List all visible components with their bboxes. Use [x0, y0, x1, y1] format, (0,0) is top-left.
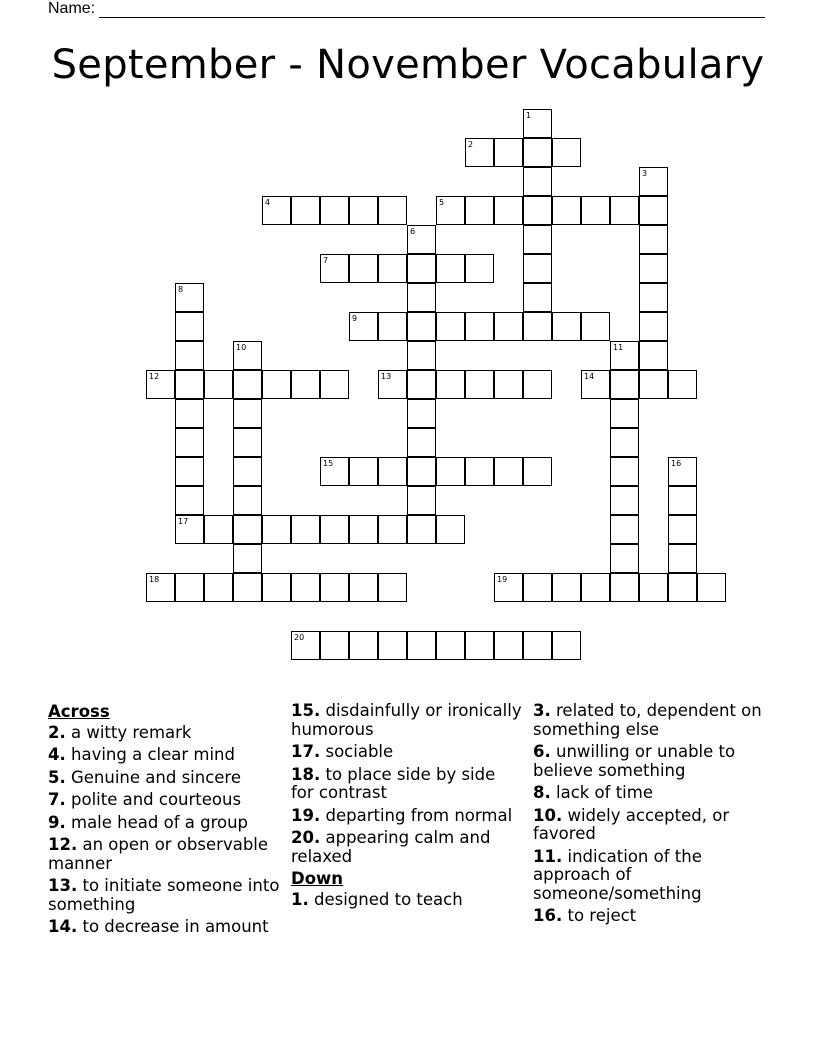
crossword-cell[interactable]	[233, 370, 262, 399]
crossword-cell[interactable]	[581, 573, 610, 602]
crossword-cell[interactable]	[523, 370, 552, 399]
clue-number-label: 7	[323, 256, 329, 265]
clue-list	[533, 702, 773, 926]
clue-number-label: 19	[497, 575, 508, 584]
clue-number-label: 18	[149, 575, 160, 584]
crossword-cell[interactable]	[407, 225, 436, 254]
crossword-cell[interactable]	[407, 312, 436, 341]
crossword-cell[interactable]	[465, 370, 494, 399]
name-label: Name:	[48, 0, 96, 17]
crossword-cell[interactable]	[523, 631, 552, 660]
crossword-cell[interactable]	[465, 631, 494, 660]
crossword-cell[interactable]	[697, 573, 726, 602]
clue-text: a witty remark	[65, 722, 192, 742]
crossword-cell[interactable]	[320, 573, 349, 602]
clue-number: 17.	[291, 742, 321, 761]
crossword-cell[interactable]	[291, 196, 320, 225]
crossword-cell[interactable]	[349, 254, 378, 283]
crossword-cell[interactable]	[668, 370, 697, 399]
clue-text: Genuine and sincere	[65, 767, 242, 787]
crossword-cell[interactable]	[610, 573, 639, 602]
clue-number-label: 6	[410, 227, 416, 236]
crossword-cell[interactable]	[233, 573, 262, 602]
crossword-cell[interactable]	[407, 254, 436, 283]
crossword-cell[interactable]	[581, 312, 610, 341]
crossword-cell[interactable]	[146, 370, 175, 399]
crossword-cell[interactable]	[552, 196, 581, 225]
crossword-cell[interactable]	[378, 457, 407, 486]
crossword-cell[interactable]	[175, 457, 204, 486]
crossword-cell[interactable]	[291, 631, 320, 660]
crossword-cell[interactable]	[523, 167, 552, 196]
crossword-cell[interactable]	[436, 312, 465, 341]
crossword-cell[interactable]	[639, 312, 668, 341]
crossword-cell[interactable]	[552, 312, 581, 341]
clue-item	[291, 743, 523, 762]
crossword-cell[interactable]	[233, 486, 262, 515]
crossword-cell[interactable]	[407, 370, 436, 399]
clue-number: 1.	[291, 889, 309, 909]
clue-text: designed to teach	[308, 889, 463, 909]
crossword-cell[interactable]	[233, 341, 262, 370]
crossword-cell[interactable]	[320, 631, 349, 660]
clue-number: 4.	[48, 745, 66, 764]
crossword-cell[interactable]	[610, 370, 639, 399]
clue-item	[533, 743, 773, 780]
clue-number-label: 2	[468, 140, 474, 149]
across-heading: Across	[48, 702, 110, 721]
clue-number: 9.	[48, 812, 66, 832]
crossword-cell[interactable]	[610, 544, 639, 573]
clue-text: related to, dependent on something else	[533, 701, 762, 739]
crossword-cell[interactable]	[291, 573, 320, 602]
clue-number-label: 14	[584, 372, 595, 381]
crossword-cell[interactable]	[494, 457, 523, 486]
clue-number: 6.	[533, 742, 551, 761]
crossword-cell[interactable]	[523, 312, 552, 341]
clue-text: male head of a group	[65, 812, 249, 832]
clue-number-label: 15	[323, 459, 334, 468]
clue-number-label: 5	[439, 198, 445, 207]
crossword-cell[interactable]	[233, 457, 262, 486]
clue-number: 19.	[291, 805, 321, 825]
crossword-cell[interactable]	[639, 283, 668, 312]
clue-column-1	[48, 702, 280, 941]
crossword-cell[interactable]	[494, 573, 523, 602]
clue-text: departing from normal	[320, 805, 513, 825]
crossword-cell[interactable]	[552, 573, 581, 602]
crossword-cell[interactable]	[465, 312, 494, 341]
crossword-cell[interactable]	[668, 515, 697, 544]
crossword-cell[interactable]	[378, 196, 407, 225]
crossword-cell[interactable]	[436, 370, 465, 399]
clue-list	[291, 702, 523, 866]
crossword-cell[interactable]	[523, 254, 552, 283]
crossword-cell[interactable]	[610, 515, 639, 544]
clue-text: unwilling or unable to believe something	[533, 742, 736, 780]
clue-text: an open or observable manner	[48, 835, 269, 873]
clue-item	[291, 807, 523, 826]
crossword-cell[interactable]	[175, 515, 204, 544]
crossword-cell[interactable]	[233, 515, 262, 544]
crossword-cell[interactable]	[233, 399, 262, 428]
crossword-cell[interactable]	[436, 457, 465, 486]
crossword-cell[interactable]	[552, 138, 581, 167]
crossword-cell[interactable]	[407, 399, 436, 428]
crossword-cell[interactable]	[639, 573, 668, 602]
crossword-cell[interactable]	[523, 457, 552, 486]
crossword-cell[interactable]	[349, 573, 378, 602]
clue-item	[48, 769, 280, 788]
crossword-cell[interactable]	[146, 573, 175, 602]
clue-number-label: 8	[178, 285, 184, 294]
crossword-cell[interactable]	[494, 138, 523, 167]
crossword-cell[interactable]	[436, 515, 465, 544]
clue-item	[291, 702, 523, 739]
crossword-cell[interactable]	[639, 254, 668, 283]
crossword-cell[interactable]	[262, 370, 291, 399]
clue-number: 12.	[48, 835, 78, 854]
crossword-cell[interactable]	[407, 515, 436, 544]
clue-text: lack of time	[550, 783, 653, 802]
clue-text: disdainfully or ironically humorous	[291, 701, 522, 739]
clue-column-2	[291, 702, 523, 913]
crossword-cell[interactable]	[494, 196, 523, 225]
clue-number: 2.	[48, 722, 66, 742]
clue-number-label: 1	[526, 111, 532, 120]
crossword-cell[interactable]	[233, 544, 262, 573]
crossword-cell[interactable]	[465, 138, 494, 167]
clue-item	[533, 907, 773, 926]
clue-number-label: 3	[642, 169, 648, 178]
crossword-cell[interactable]	[639, 196, 668, 225]
crossword-cell[interactable]	[668, 486, 697, 515]
crossword-cell[interactable]	[320, 254, 349, 283]
clue-list	[48, 724, 280, 937]
crossword-cell[interactable]	[523, 225, 552, 254]
crossword-cell[interactable]	[175, 370, 204, 399]
crossword-cell[interactable]	[175, 283, 204, 312]
clue-number-label: 9	[352, 314, 358, 323]
crossword-cell[interactable]	[233, 428, 262, 457]
crossword-cell[interactable]	[436, 254, 465, 283]
clue-number: 18.	[291, 764, 321, 784]
clue-item	[291, 766, 523, 803]
crossword-cell[interactable]	[175, 341, 204, 370]
crossword-cell[interactable]	[610, 341, 639, 370]
clue-number: 10.	[533, 805, 563, 825]
crossword-cell[interactable]	[320, 515, 349, 544]
crossword-cell[interactable]	[581, 196, 610, 225]
crossword-cell[interactable]	[523, 109, 552, 138]
clue-number: 3.	[533, 701, 551, 720]
clue-number: 13.	[48, 876, 78, 895]
crossword-cell[interactable]	[204, 515, 233, 544]
clue-text: appearing calm and relaxed	[291, 828, 491, 866]
crossword-cell[interactable]	[552, 631, 581, 660]
crossword-cell[interactable]	[378, 631, 407, 660]
clue-item	[291, 891, 523, 910]
clue-number: 20.	[291, 828, 321, 847]
crossword-cell[interactable]	[204, 573, 233, 602]
clue-item	[48, 836, 280, 873]
clue-text: to initiate someone into something	[48, 876, 280, 914]
clue-item	[533, 702, 773, 739]
clue-number-label: 4	[265, 198, 271, 207]
clue-text: sociable	[320, 742, 394, 761]
clue-text: having a clear mind	[65, 745, 235, 764]
crossword-cell[interactable]	[407, 428, 436, 457]
crossword-cell[interactable]	[581, 370, 610, 399]
clue-number-label: 12	[149, 372, 160, 381]
crossword-cell[interactable]	[378, 515, 407, 544]
clue-number-label: 17	[178, 517, 189, 526]
crossword-cell[interactable]	[349, 196, 378, 225]
clue-number-label: 10	[236, 343, 247, 352]
clue-number: 16.	[533, 906, 563, 925]
crossword-cell[interactable]	[378, 573, 407, 602]
clue-list	[291, 891, 523, 910]
crossword-cell[interactable]	[349, 631, 378, 660]
crossword-cell[interactable]	[610, 457, 639, 486]
crossword-cell[interactable]	[494, 370, 523, 399]
clue-number: 5.	[48, 767, 66, 787]
clue-item	[48, 791, 280, 810]
clue-text: polite and courteous	[65, 790, 242, 809]
crossword-cell[interactable]	[407, 283, 436, 312]
clue-number-label: 11	[613, 343, 624, 352]
crossword-cell[interactable]	[262, 515, 291, 544]
crossword-cell[interactable]	[610, 196, 639, 225]
clue-column-3	[533, 702, 773, 930]
clue-number: 8.	[533, 783, 551, 802]
crossword-cell[interactable]	[639, 167, 668, 196]
crossword-cell[interactable]	[639, 225, 668, 254]
clue-number: 15.	[291, 701, 321, 720]
clue-item	[533, 807, 773, 844]
crossword-cell[interactable]	[378, 370, 407, 399]
clue-text: to place side by side for contrast	[291, 764, 496, 802]
clue-text: indication of the approach of someone/something	[533, 846, 702, 903]
crossword-cell[interactable]	[320, 196, 349, 225]
crossword-cell[interactable]	[291, 515, 320, 544]
clue-text: to reject	[562, 906, 637, 925]
crossword-cell[interactable]	[349, 515, 378, 544]
crossword-cell[interactable]	[204, 370, 233, 399]
crossword-cell[interactable]	[436, 196, 465, 225]
crossword-cell[interactable]	[262, 196, 291, 225]
crossword-cell[interactable]	[668, 544, 697, 573]
crossword-cell[interactable]	[465, 457, 494, 486]
crossword-cell[interactable]	[523, 283, 552, 312]
crossword-cell[interactable]	[262, 573, 291, 602]
clue-item	[48, 814, 280, 833]
crossword-cell[interactable]	[407, 631, 436, 660]
clue-number-label: 20	[294, 633, 305, 642]
crossword-cell[interactable]	[668, 573, 697, 602]
clue-item	[48, 918, 280, 937]
clue-number-label: 13	[381, 372, 392, 381]
crossword-cell[interactable]	[407, 341, 436, 370]
clue-number-label: 16	[671, 459, 682, 468]
crossword-cell[interactable]	[494, 631, 523, 660]
crossword-cell[interactable]	[407, 457, 436, 486]
crossword-cell[interactable]	[494, 312, 523, 341]
clue-item	[533, 784, 773, 803]
page-title: September - November Vocabulary	[51, 42, 765, 88]
crossword-cell[interactable]	[349, 457, 378, 486]
crossword-cell[interactable]	[378, 312, 407, 341]
clue-number: 14.	[48, 917, 78, 936]
crossword-cell[interactable]	[610, 399, 639, 428]
crossword-cell[interactable]	[175, 312, 204, 341]
crossword-cell[interactable]	[465, 254, 494, 283]
clue-number: 7.	[48, 790, 66, 809]
crossword-cell[interactable]	[407, 486, 436, 515]
crossword-cell[interactable]	[523, 196, 552, 225]
crossword-cell[interactable]	[465, 196, 494, 225]
crossword-cell[interactable]	[175, 399, 204, 428]
crossword-cell[interactable]	[320, 370, 349, 399]
clue-item	[48, 877, 280, 914]
crossword-cell[interactable]	[175, 573, 204, 602]
crossword-cell[interactable]	[349, 312, 378, 341]
crossword-cell[interactable]	[523, 138, 552, 167]
clue-item	[48, 724, 280, 743]
crossword-cell[interactable]	[175, 428, 204, 457]
clue-text: to decrease in amount	[77, 917, 269, 936]
crossword-cell[interactable]	[610, 428, 639, 457]
clue-item	[48, 746, 280, 765]
crossword-cell[interactable]	[436, 631, 465, 660]
crossword-cell[interactable]	[523, 573, 552, 602]
crossword-cell[interactable]	[320, 457, 349, 486]
clue-item	[291, 829, 523, 866]
clue-text: widely accepted, or favored	[533, 805, 730, 843]
clue-item	[533, 848, 773, 904]
down-heading: Down	[291, 869, 344, 888]
clue-number: 11.	[533, 846, 563, 866]
crossword-cell[interactable]	[639, 341, 668, 370]
crossword-cell[interactable]	[175, 486, 204, 515]
crossword-cell[interactable]	[291, 370, 320, 399]
crossword-cell[interactable]	[668, 457, 697, 486]
crossword-cell[interactable]	[610, 486, 639, 515]
crossword-cell[interactable]	[639, 370, 668, 399]
crossword-cell[interactable]	[378, 254, 407, 283]
